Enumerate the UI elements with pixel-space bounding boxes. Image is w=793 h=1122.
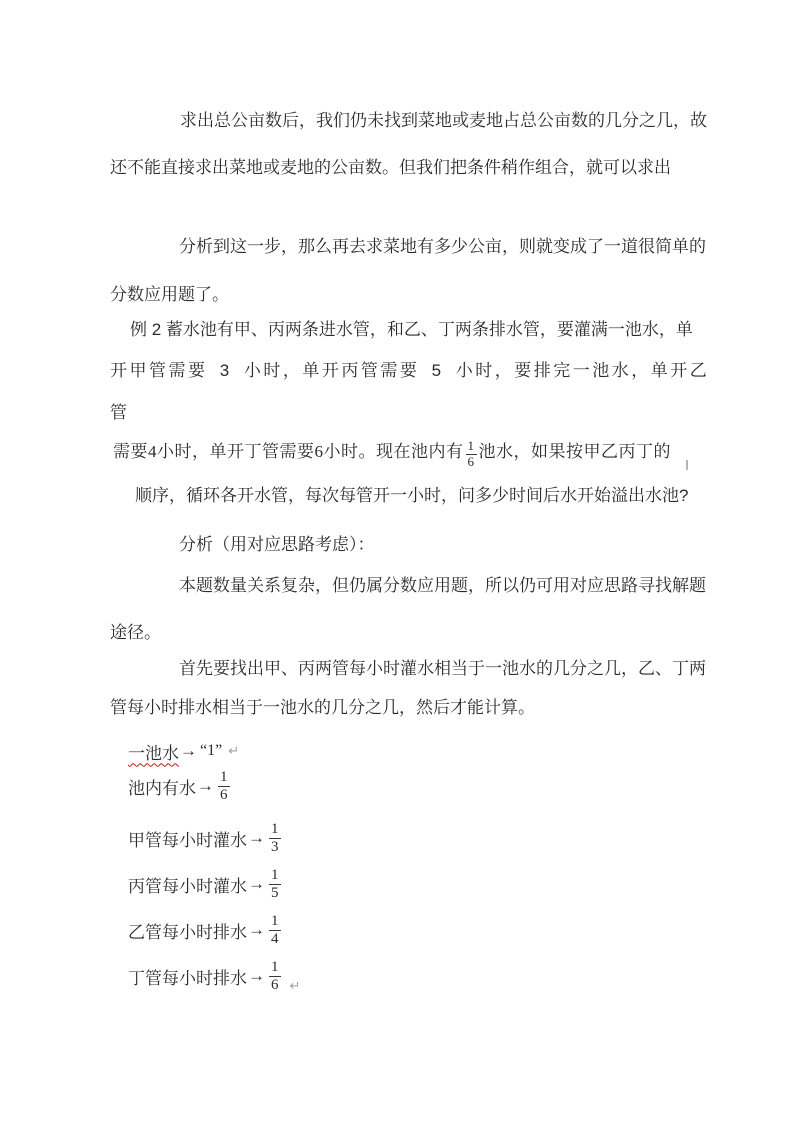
paragraph-return-icon: ↵ [228, 743, 240, 759]
example-2-line-2: 开甲管需要 3 小时，单开丙管需要 5 小时，要排完一池水，单开乙 [110, 361, 710, 380]
mapping-item-pipe-ding [128, 954, 300, 998]
mapping-value-one: “1” [200, 742, 223, 759]
fraction-one-third: $\frac{1}{3}$ [271, 821, 279, 855]
paragraph-1-line-1: 求出总公亩数后，我们仍未找到菜地或麦地占总公亩数的几分之几，故 [180, 111, 707, 130]
analysis-heading: 分析（用对应思路考虑）： [179, 535, 375, 554]
paragraph-2-line-1: 分析到这一步，那么再去求菜地有多少公亩，则就变成了一道很简单的 [179, 237, 706, 256]
mapping-item-pipe-yi [128, 908, 284, 952]
mapping-label: 池内有水 [128, 778, 196, 798]
analysis-line-2: 途径。 [110, 623, 161, 642]
text-caret-mark [686, 460, 688, 470]
example-2-line-5: 顺序，循环各开水管，每次每管开一小时，问多少时间后水开始溢出水池? [135, 486, 689, 505]
paragraph-1-line-2: 还不能直接求出菜地或麦地的公亩数。但我们把条件稍作组合，就可以求出 [110, 158, 671, 177]
mapping-label: 乙管每小时排水 [128, 922, 247, 942]
fraction-one-sixth: $\frac{1}{6}$ [271, 959, 279, 993]
mapping-label: 丁管每小时排水 [128, 968, 247, 988]
paragraph-return-icon: ↵ [289, 979, 301, 994]
mapping-item-pipe-jia [128, 816, 284, 860]
mapping-label: 丙管每小时灌水 [128, 876, 247, 896]
fraction-one-sixth-inline: $\frac{1}{6}$ [467, 437, 475, 469]
fraction-one-fourth: $\frac{1}{4}$ [271, 913, 279, 947]
mapping-label: 甲管每小时灌水 [128, 830, 247, 850]
example-2-line-1: 例 2 蓄水池有甲、丙两条进水管，和乙、丁两条排水管，要灌满一池水，单 [130, 320, 693, 339]
fraction-one-sixth: $\frac{1}{6}$ [220, 769, 228, 803]
mapping-item-pipe-bing [128, 862, 284, 906]
analysis-line-3: 首先要找出甲、丙两管每小时灌水相当于一池水的几分之几，乙、丁两 [179, 659, 706, 678]
arrow-icon: → [248, 828, 265, 847]
arrow-icon: → [180, 741, 197, 760]
mapping-word-spellcheck: 一池水 [128, 743, 179, 763]
fraction-one-fifth: $\frac{1}{5}$ [271, 867, 279, 901]
arrow-icon: → [248, 874, 265, 893]
example-2-line-4-pre: 需要4小时，单开丁管需要6小时。现在池内有 [113, 442, 464, 461]
arrow-icon: → [248, 920, 265, 939]
example-2-line-4 [113, 428, 671, 476]
arrow-icon: → [197, 776, 214, 795]
example-2-line-4-post: 池水，如果按甲乙丙丁的 [478, 442, 671, 461]
analysis-line-4: 管每小时排水相当于一池水的几分之几，然后才能计算。 [110, 698, 535, 717]
arrow-icon: → [248, 966, 265, 985]
mapping-item-water-in-pool [128, 764, 233, 808]
paragraph-2-line-2: 分数应用题了。 [110, 285, 229, 304]
analysis-line-1: 本题数量关系复杂，但仍属分数应用题，所以仍可用对应思路寻找解题 [179, 576, 706, 595]
example-2-line-3: 管 [110, 403, 127, 422]
